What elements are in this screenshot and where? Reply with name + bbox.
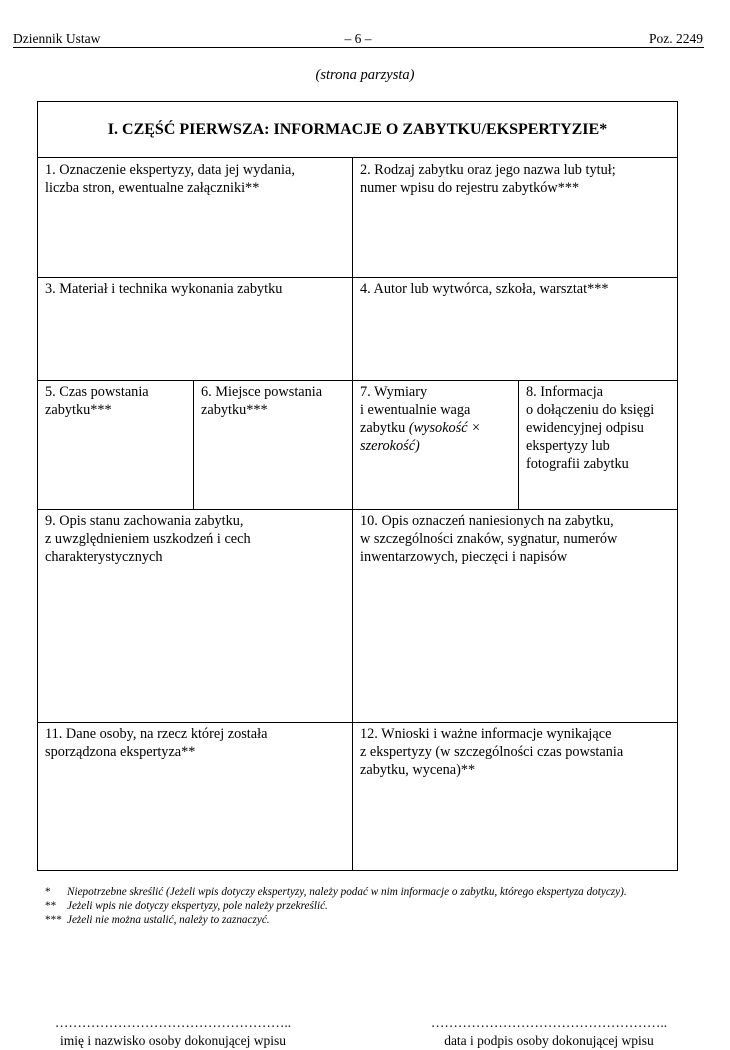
field-condition[interactable]: 9. Opis stanu zachowania zabytku, z uwzględnieniem uszkodzeń i cech charakterystycznych [45,513,251,565]
footnote [45,913,680,927]
divider [38,722,677,723]
field-commissioning-person[interactable]: 11. Dane osoby, na rzecz której została sporządzona ekspertyza** [45,726,268,760]
header-rule [13,47,704,48]
column-divider [518,380,519,509]
page-number: – 6 – [344,31,372,46]
footnote-text: Jeżeli wpis nie dotyczy ekspertyzy, pole należy przekreślić. [67,900,328,912]
signature-line: …………………………………………….. [54,1015,292,1030]
column-divider [352,157,353,870]
footnote-mark: ** [45,900,57,912]
position-number: Poz. 2249 [649,31,703,46]
footnotes [45,885,680,927]
field-dimensions-label: 7. Wymiary i ewentualnie waga zabytku [360,384,471,436]
field-markings[interactable]: 10. Opis oznaczeń naniesionych na zabytku, w szczególności znaków, sygnatur, numerów inwentarzowych, pieczęci i napisów [360,513,618,565]
divider [38,509,677,510]
footnote-text: Niepotrzebne skreślić (Jeżeli wpis dotyczy ekspertyzy, należy podać w nim informacje o zabytku, którego ekspertyza dotyczy). [67,886,627,898]
signature-label: imię i nazwisko osoby dokonującej wpisu [59,1033,287,1048]
footnote [45,885,680,899]
footnote [45,899,680,913]
journal-name: Dziennik Ustaw [13,31,101,46]
column-divider [193,380,194,509]
field-expertise-designation[interactable]: 1. Oznaczenie ekspertyzy, data jej wydania, liczba stron, ewentualne załączniki** [45,162,295,196]
signature-line: …………………………………………….. [430,1015,668,1030]
signature-name[interactable] [42,1014,304,1050]
divider [38,380,677,381]
page-header [13,30,703,48]
field-creation-time[interactable]: 5. Czas powstania zabytku*** [45,384,149,418]
page-subtitle: (strona parzysta) [315,67,415,83]
expertise-form [37,101,678,871]
field-creation-place[interactable]: 6. Miejsce powstania zabytku*** [201,384,323,418]
footnote-mark: * [45,886,51,898]
field-attachment-info[interactable]: 8. Informacja o dołączeniu do księgi ewidencyjnej odpisu ekspertyzy lub fotografii zabytku [526,384,655,472]
signature-date[interactable] [418,1014,680,1050]
field-dimensions-units: (wysokość × szerokość) [360,420,481,454]
field-dimensions[interactable] [360,383,512,455]
form-title: I. CZĘŚĆ PIERWSZA: INFORMACJE O ZABYTKU/EKSPERTYZIE* [107,121,608,138]
field-material-technique[interactable]: 3. Materiał i technika wykonania zabytku [45,281,283,297]
field-conclusions[interactable]: 12. Wnioski i ważne informacje wynikające z ekspertyzy (w szczególności czas powstania zabytku, wycena)** [360,726,624,778]
field-monument-type[interactable]: 2. Rodzaj zabytku oraz jego nazwa lub tytuł; numer wpisu do rejestru zabytków*** [360,162,616,196]
field-author[interactable]: 4. Autor lub wytwórca, szkoła, warsztat*** [360,281,609,297]
signature-label: data i podpis osoby dokonującej wpisu [444,1033,654,1048]
footnote-mark: *** [45,914,62,926]
divider [38,277,677,278]
footnote-text: Jeżeli nie można ustalić, należy to zaznaczyć. [67,914,270,926]
divider [38,157,677,158]
